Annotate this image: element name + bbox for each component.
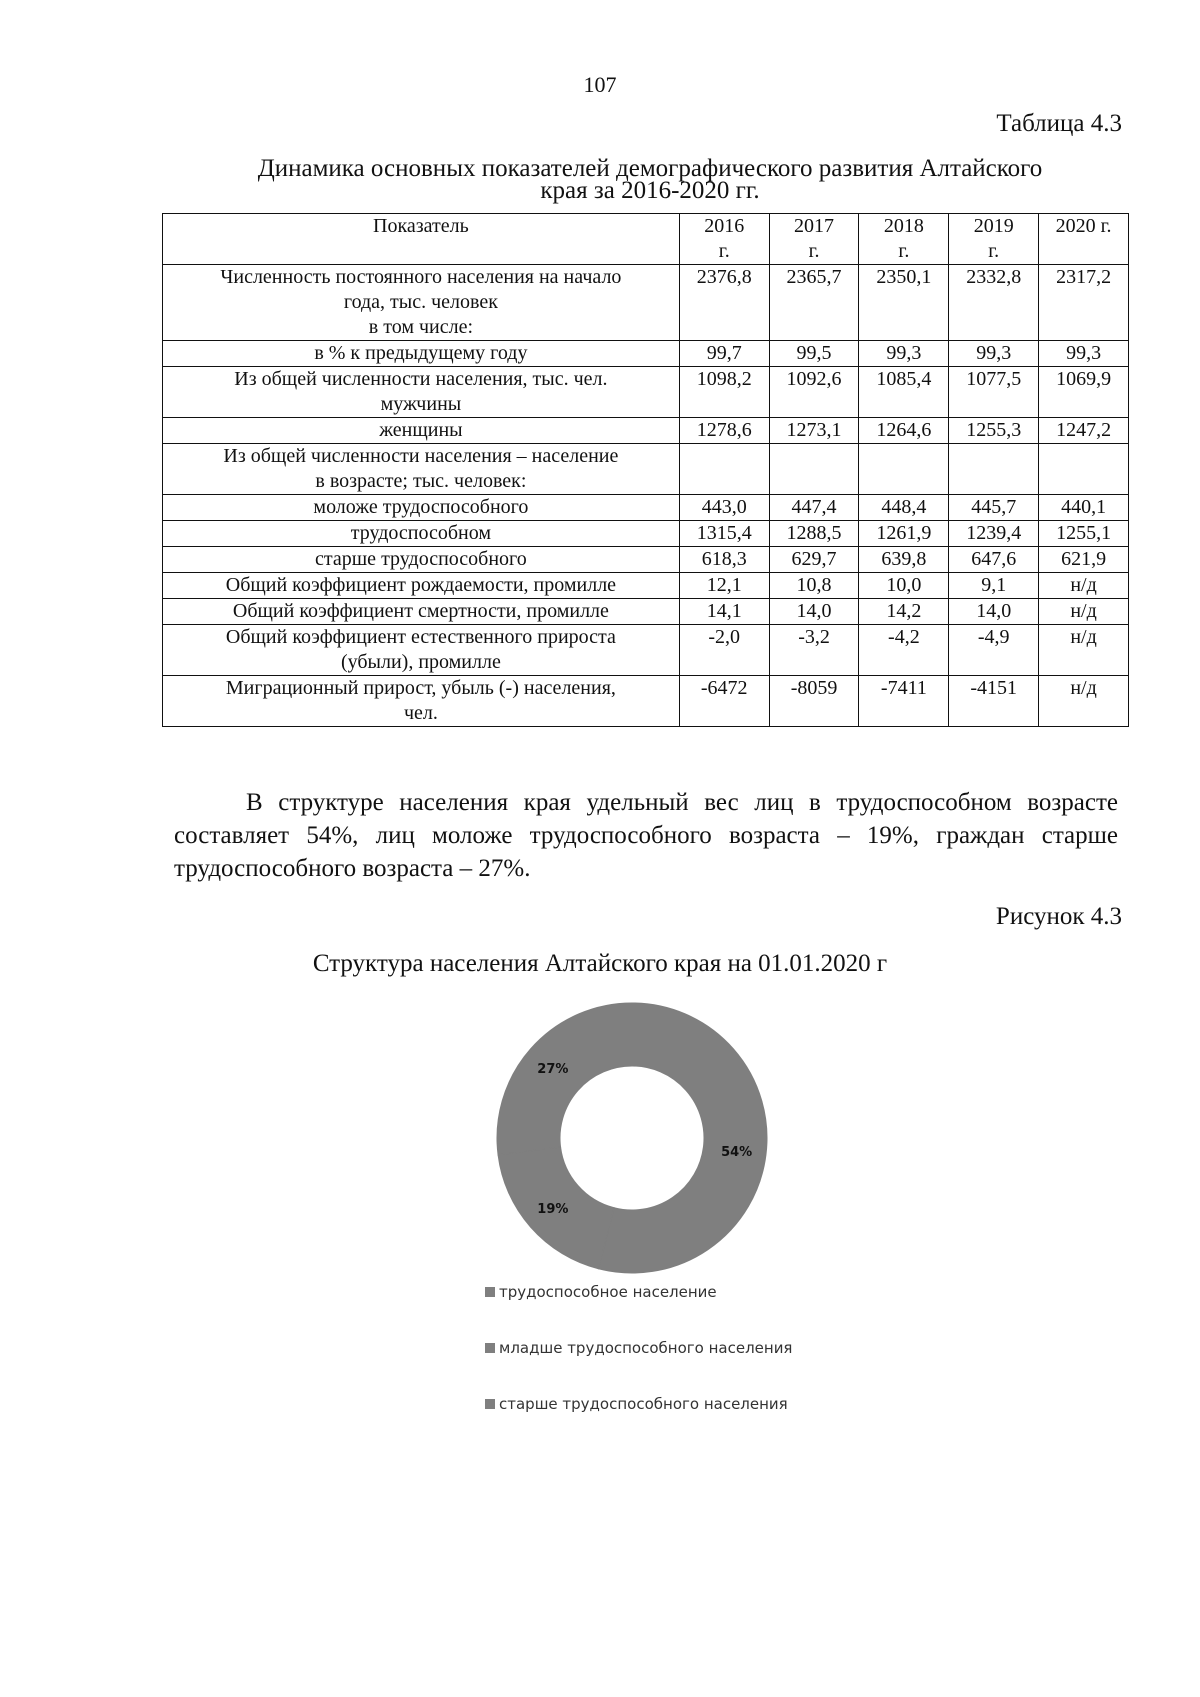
value-cell: 1092,6	[769, 367, 859, 418]
header-year-text: 2016	[704, 215, 745, 237]
row-label	[163, 676, 680, 727]
value-cell: 1255,3	[949, 418, 1039, 444]
table-row	[163, 599, 1129, 625]
legend-swatch	[485, 1343, 495, 1353]
row-label	[163, 265, 680, 341]
value-cell: 14,0	[949, 599, 1039, 625]
value-cell: н/д	[1039, 676, 1129, 727]
demographics-table	[162, 213, 1129, 727]
header-year-suffix: г.	[808, 240, 820, 262]
table-row	[163, 521, 1129, 547]
table-row	[163, 367, 1129, 418]
value-cell: -7411	[859, 676, 949, 727]
row-label-line: в возрасте; тыс. человек:	[315, 470, 527, 492]
header-year	[679, 214, 769, 265]
value-cell: н/д	[1039, 599, 1129, 625]
population-structure-donut-chart	[490, 1000, 790, 1280]
legend-label: трудоспособное население	[499, 1283, 717, 1301]
value-cell: 1255,1	[1039, 521, 1129, 547]
row-label-line: Численность постоянного населения на начало	[220, 266, 622, 288]
value-cell: 2365,7	[769, 265, 859, 341]
value-cell: 1261,9	[859, 521, 949, 547]
row-label-line: Из общей численности населения – население	[223, 445, 619, 467]
row-label	[163, 547, 680, 573]
value-cell: 99,3	[859, 341, 949, 367]
row-label-line: Из общей численности населения, тыс. чел.	[234, 368, 608, 390]
legend-label: младше трудоспособного населения	[499, 1339, 793, 1357]
header-year-text: 2020 г.	[1055, 215, 1112, 237]
value-cell: -4,2	[859, 625, 949, 676]
value-cell: -3,2	[769, 625, 859, 676]
table-row	[163, 495, 1129, 521]
value-cell: 99,3	[1039, 341, 1129, 367]
value-cell: 448,4	[859, 495, 949, 521]
row-label	[163, 341, 680, 367]
header-year-suffix: г.	[988, 240, 1000, 262]
value-cell	[679, 444, 769, 495]
value-cell	[949, 444, 1039, 495]
row-label-line: женщины	[379, 419, 463, 441]
value-cell: 14,2	[859, 599, 949, 625]
value-cell: 1278,6	[679, 418, 769, 444]
donut-slice	[497, 1003, 632, 1155]
value-cell: 1273,1	[769, 418, 859, 444]
header-year-suffix: г.	[898, 240, 910, 262]
value-cell: 1247,2	[1039, 418, 1129, 444]
value-cell: 10,8	[769, 573, 859, 599]
row-label-line: Общий коэффициент смертности, промилле	[232, 600, 609, 622]
page-number: 107	[583, 72, 617, 97]
table-row	[163, 444, 1129, 495]
value-cell: 443,0	[679, 495, 769, 521]
row-label-line: (убыли), промилле	[340, 651, 501, 673]
value-cell: 621,9	[1039, 547, 1129, 573]
value-cell: 1098,2	[679, 367, 769, 418]
row-label	[163, 495, 680, 521]
value-cell: н/д	[1039, 573, 1129, 599]
value-cell: 647,6	[949, 547, 1039, 573]
data-label: 27%	[537, 1062, 569, 1078]
value-cell: 440,1	[1039, 495, 1129, 521]
figure-title: Структура населения Алтайского края на 01.01.2020 г	[312, 950, 888, 977]
table-title	[180, 155, 1120, 204]
value-cell: 1288,5	[769, 521, 859, 547]
table-row	[163, 573, 1129, 599]
data-label: 19%	[537, 1201, 569, 1217]
value-cell: 1069,9	[1039, 367, 1129, 418]
data-label: 54%	[721, 1145, 753, 1161]
value-cell: 2317,2	[1039, 265, 1129, 341]
figure-caption: Рисунок 4.3	[995, 903, 1122, 930]
value-cell: 99,5	[769, 341, 859, 367]
table-body	[163, 265, 1129, 727]
table-row	[163, 341, 1129, 367]
value-cell: -8059	[769, 676, 859, 727]
row-label-line: Общий коэффициент рождаемости, промилле	[225, 574, 617, 596]
table-row	[163, 418, 1129, 444]
value-cell	[769, 444, 859, 495]
body-paragraph: В структуре населения края удельный вес лиц в трудоспособном возрасте составляет 54%, лиц моложе трудоспособного возраста – 19%, граждан старше трудоспособного возраста – 27%.	[174, 789, 1118, 882]
table-row	[163, 547, 1129, 573]
header-year	[859, 214, 949, 265]
header-year-text: 2018	[883, 215, 924, 237]
value-cell: -4,9	[949, 625, 1039, 676]
legend-swatch	[485, 1399, 495, 1409]
row-label	[163, 599, 680, 625]
header-year	[769, 214, 859, 265]
row-label-line: в % к предыдущему году	[314, 342, 528, 364]
value-cell: 2376,8	[679, 265, 769, 341]
value-cell: -6472	[679, 676, 769, 727]
value-cell: 618,3	[679, 547, 769, 573]
table-header-row	[163, 214, 1129, 265]
value-cell: 1239,4	[949, 521, 1039, 547]
legend-label: старше трудоспособного населения	[499, 1395, 788, 1413]
value-cell: -2,0	[679, 625, 769, 676]
value-cell: 639,8	[859, 547, 949, 573]
value-cell	[1039, 444, 1129, 495]
row-label	[163, 625, 680, 676]
row-label-line: года, тыс. человек	[343, 291, 498, 313]
value-cell: 1264,6	[859, 418, 949, 444]
table-title-line-2: края за 2016-2020 гг.	[540, 177, 760, 204]
legend-item	[485, 1283, 717, 1301]
legend-swatch	[485, 1287, 495, 1297]
row-label-line: моложе трудоспособного	[313, 496, 529, 518]
header-year-text: 2017	[794, 215, 835, 237]
row-label	[163, 418, 680, 444]
value-cell: 2350,1	[859, 265, 949, 341]
table-row	[163, 625, 1129, 676]
legend-item	[485, 1395, 788, 1413]
table-row	[163, 265, 1129, 341]
value-cell: 1085,4	[859, 367, 949, 418]
value-cell: 1077,5	[949, 367, 1039, 418]
row-label-line: старше трудоспособного	[315, 548, 527, 570]
value-cell: 12,1	[679, 573, 769, 599]
value-cell: 629,7	[769, 547, 859, 573]
header-year-suffix: г.	[718, 240, 730, 262]
row-label-line: Общий коэффициент естественного прироста	[225, 626, 616, 648]
table-caption: Таблица 4.3	[996, 110, 1122, 137]
table-row	[163, 676, 1129, 727]
row-label-line: мужчины	[380, 393, 462, 415]
value-cell: 14,1	[679, 599, 769, 625]
value-cell	[859, 444, 949, 495]
value-cell: н/д	[1039, 625, 1129, 676]
value-cell: 9,1	[949, 573, 1039, 599]
row-label	[163, 573, 680, 599]
row-label-line: трудоспособном	[350, 522, 492, 544]
header-year	[1039, 214, 1129, 265]
value-cell: 1315,4	[679, 521, 769, 547]
header-year	[949, 214, 1039, 265]
row-label-line: в том числе:	[368, 316, 474, 338]
row-label	[163, 521, 680, 547]
value-cell: 10,0	[859, 573, 949, 599]
value-cell: 2332,8	[949, 265, 1039, 341]
header-year-text: 2019	[973, 215, 1014, 237]
value-cell: 447,4	[769, 495, 859, 521]
row-label	[163, 444, 680, 495]
row-label-line: чел.	[403, 702, 438, 724]
row-label-line: Миграционный прирост, убыль (-) населения,	[225, 677, 616, 699]
header-indicator: Показатель	[163, 214, 680, 265]
value-cell: 99,7	[679, 341, 769, 367]
value-cell: -4151	[949, 676, 1039, 727]
value-cell: 445,7	[949, 495, 1039, 521]
legend-item	[485, 1339, 792, 1357]
value-cell: 14,0	[769, 599, 859, 625]
row-label	[163, 367, 680, 418]
table-title-line-1: Динамика основных показателей демографического развития Алтайского	[257, 155, 1043, 182]
value-cell: 99,3	[949, 341, 1039, 367]
